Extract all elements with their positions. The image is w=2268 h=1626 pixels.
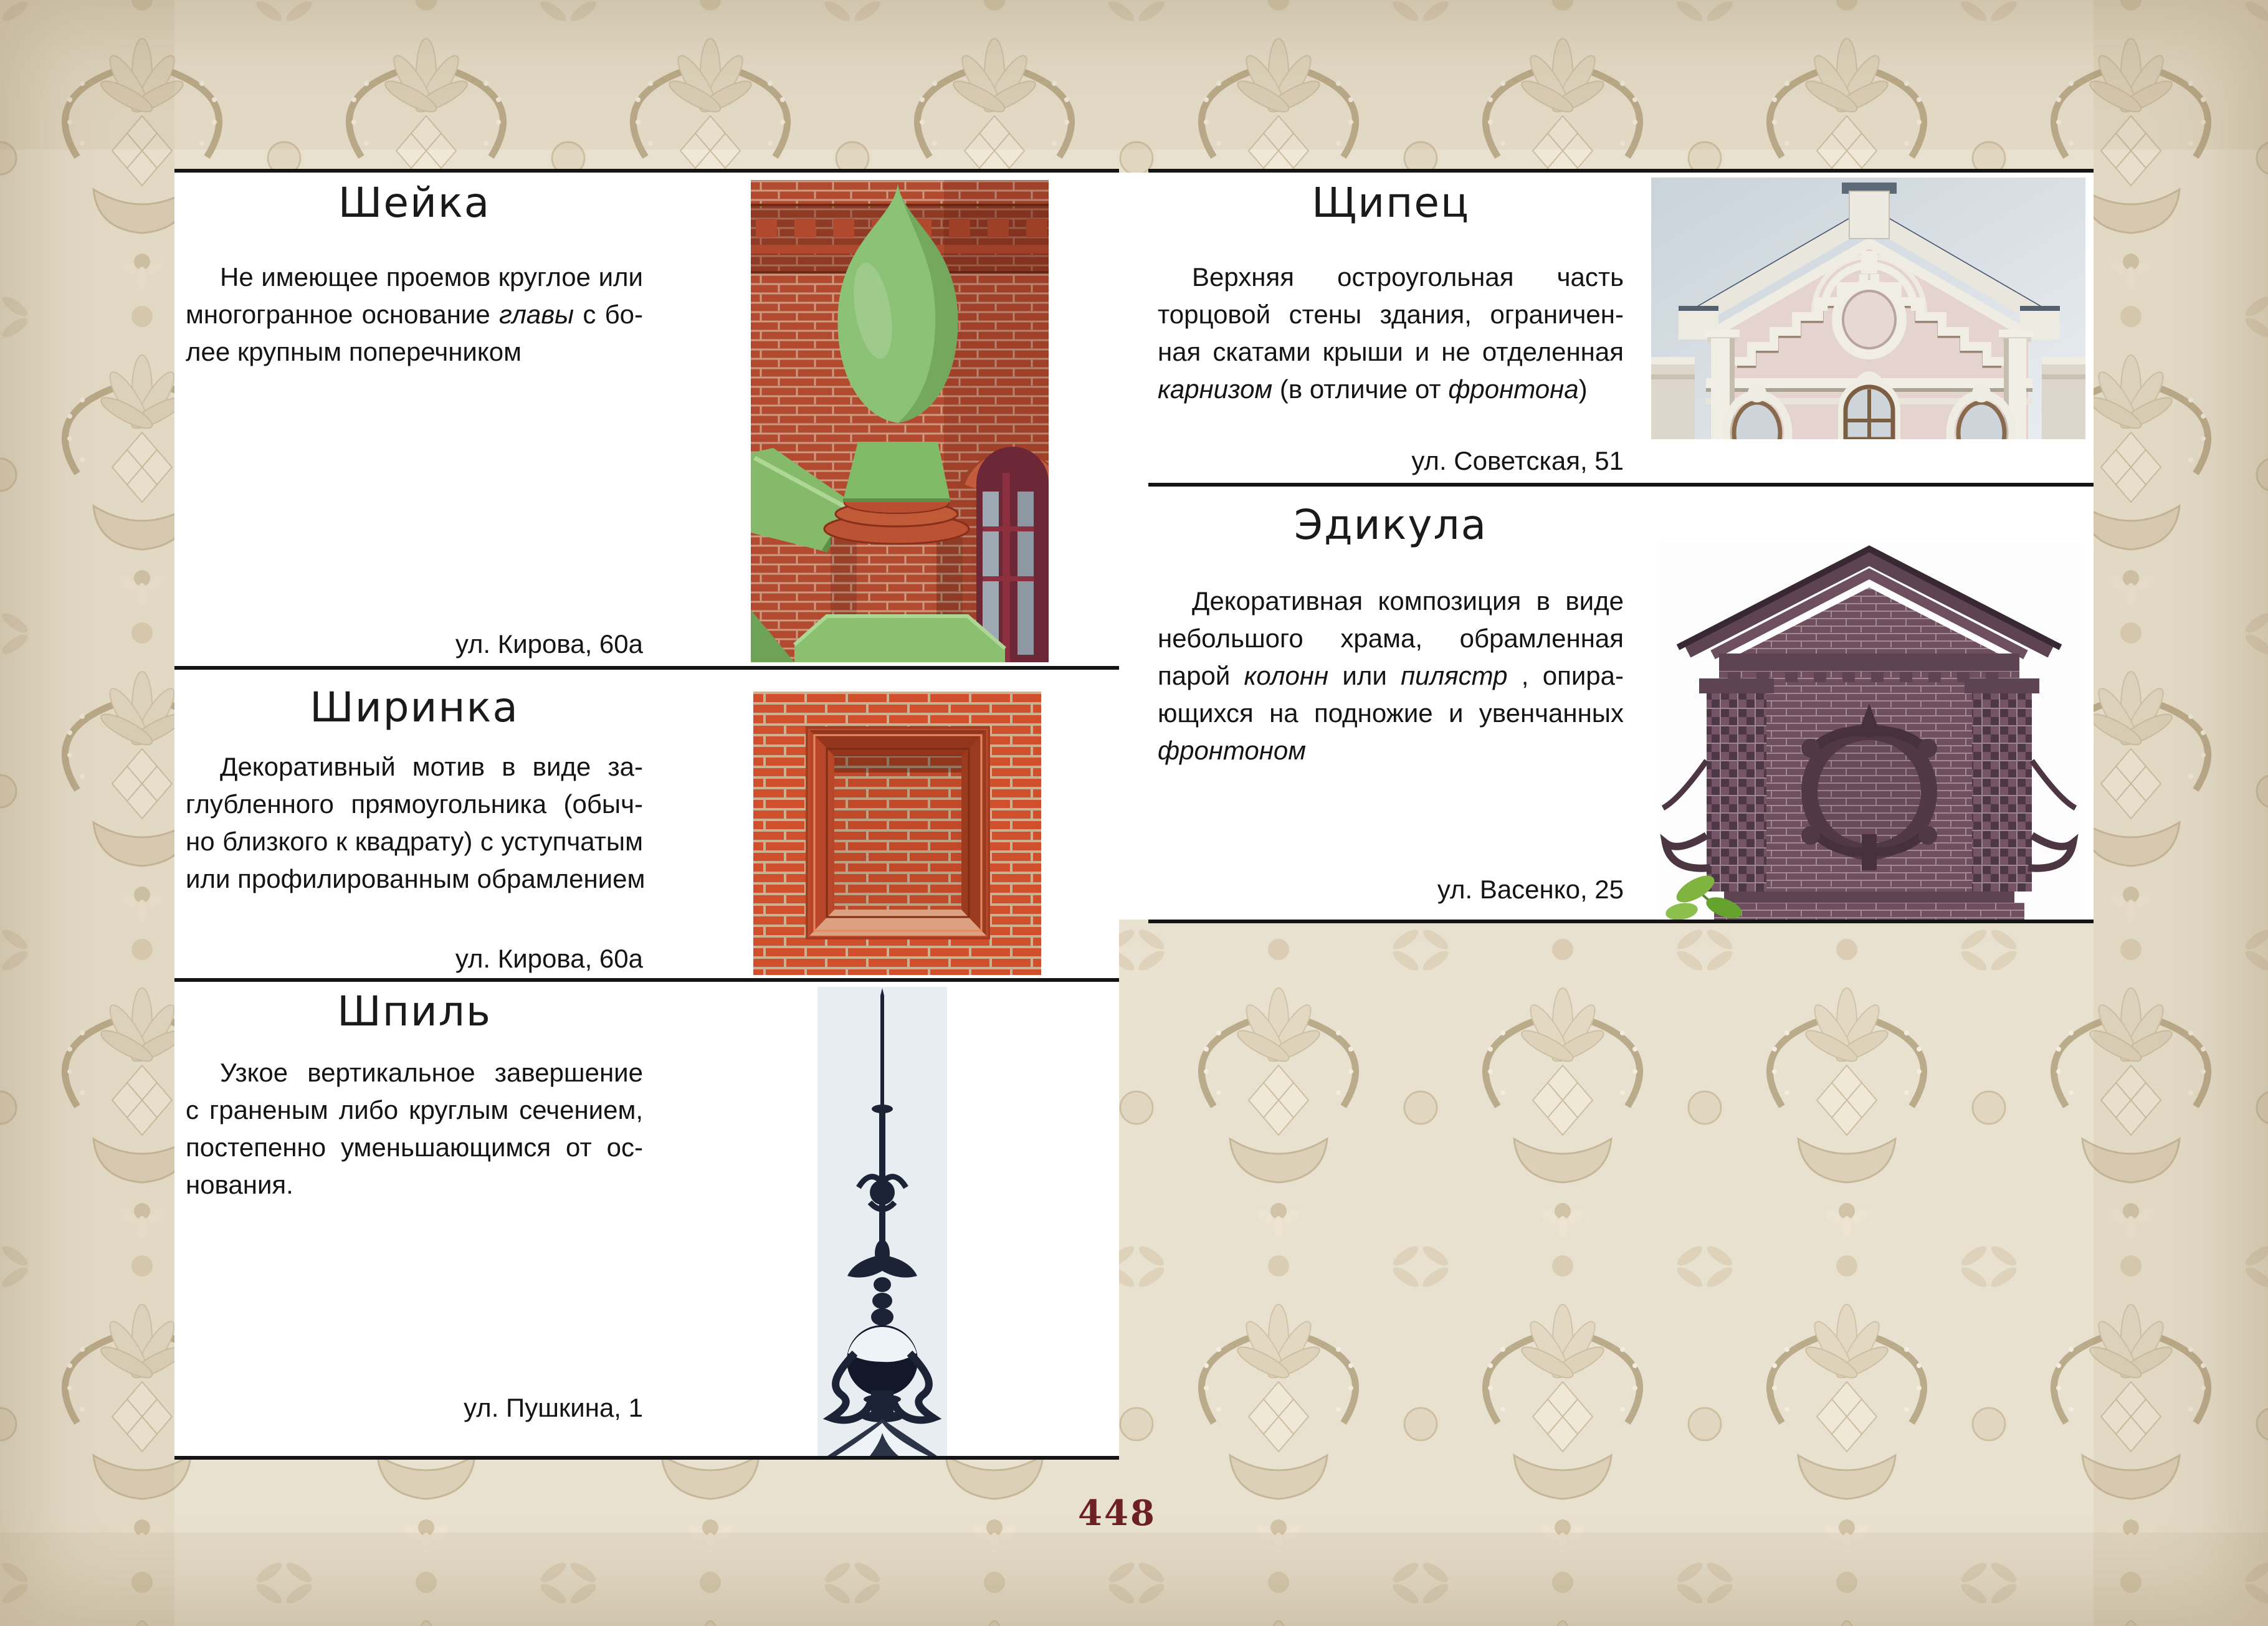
entry-photo <box>817 987 947 1456</box>
definition-line: глубленного прямоугольника (обыч- <box>186 789 643 819</box>
glossary-column-right <box>1148 169 2094 923</box>
entry-title: Шейка <box>338 179 491 227</box>
glossary-entry-shchipets <box>1148 173 2094 487</box>
entry-title: Шпиль <box>337 987 492 1035</box>
definition-line: лее крупным поперечником <box>186 337 522 366</box>
entry-address: ул. Кирова, 60а <box>455 629 643 658</box>
glossary-entry-shirinka <box>174 670 1119 982</box>
definition-line: Декоративная композиция в виде <box>1192 586 1624 616</box>
definition-line: многогранное основание главы с бо- <box>186 300 643 329</box>
aedicula-photo <box>1659 543 2079 920</box>
entry-definition <box>186 1054 643 1204</box>
entry-text-column <box>1158 173 1624 483</box>
entry-title: Ширинка <box>310 683 519 731</box>
entry-definition <box>186 259 643 371</box>
glossary-entry-edikula <box>1148 487 2094 920</box>
definition-line: но близкого к квадрату) с уступчатым <box>186 827 643 856</box>
gable-photo <box>1651 178 2085 439</box>
entry-text-column <box>186 670 646 978</box>
definition-line: торцовой стены здания, ограничен- <box>1158 300 1624 329</box>
definition-line: ющихся на подножие и увенчанных <box>1158 698 1624 728</box>
definition-line: карнизом (в отличие от фронтона) <box>1158 374 1588 404</box>
definition-line: небольшого храма, обрамленная <box>1158 624 1624 653</box>
entry-text-column <box>186 173 643 666</box>
definition-line: Узкое вертикальное завершение <box>220 1058 643 1087</box>
definition-line: или профилированным обрамлением <box>186 864 646 893</box>
entry-text-column <box>1158 487 1624 920</box>
entry-definition <box>1158 582 1624 769</box>
entry-photo <box>753 692 1041 975</box>
entry-address: ул. Васенко, 25 <box>1437 875 1624 904</box>
entry-photo <box>751 180 1049 662</box>
entry-photo <box>1659 543 2079 920</box>
glossary-entry-sheyka <box>174 173 1119 670</box>
definition-line: с граненым либо круглым сечением, <box>186 1095 643 1124</box>
entry-title: Эдикула <box>1294 501 1488 549</box>
definition-line: постепенно уменьшающимся от ос- <box>186 1133 643 1162</box>
page-number: 448 <box>1078 1493 1156 1534</box>
entry-address: ул. Советская, 51 <box>1411 446 1624 475</box>
entry-definition <box>1158 259 1624 408</box>
definition-line: ная скатами крыши и не отделенная <box>1158 337 1624 366</box>
definition-line: парой колонн или пилястр , опира- <box>1158 661 1624 690</box>
glossary-column-left <box>174 169 1119 1460</box>
definition-line: Не имеющее проемов круглое или <box>220 262 643 292</box>
entry-text-column <box>186 982 643 1456</box>
entry-photo <box>1651 178 2085 439</box>
entry-definition <box>186 748 646 898</box>
entry-address: ул. Кирова, 60а <box>455 944 643 973</box>
panel-gutter <box>1118 173 1149 920</box>
definition-line: фронтоном <box>1158 736 1307 765</box>
definition-line: Верхняя остроугольная часть <box>1192 262 1624 292</box>
onion-dome-photo <box>751 180 1049 662</box>
definition-line: Декоративный мотив в виде за- <box>220 752 643 781</box>
glossary-entry-shpil <box>174 982 1119 1456</box>
entry-title: Щипец <box>1312 179 1470 227</box>
definition-line: нования. <box>186 1170 293 1199</box>
brick-niche-photo <box>753 692 1041 975</box>
entry-address: ул. Пушкина, 1 <box>464 1393 643 1422</box>
spire-photo <box>817 987 947 1456</box>
